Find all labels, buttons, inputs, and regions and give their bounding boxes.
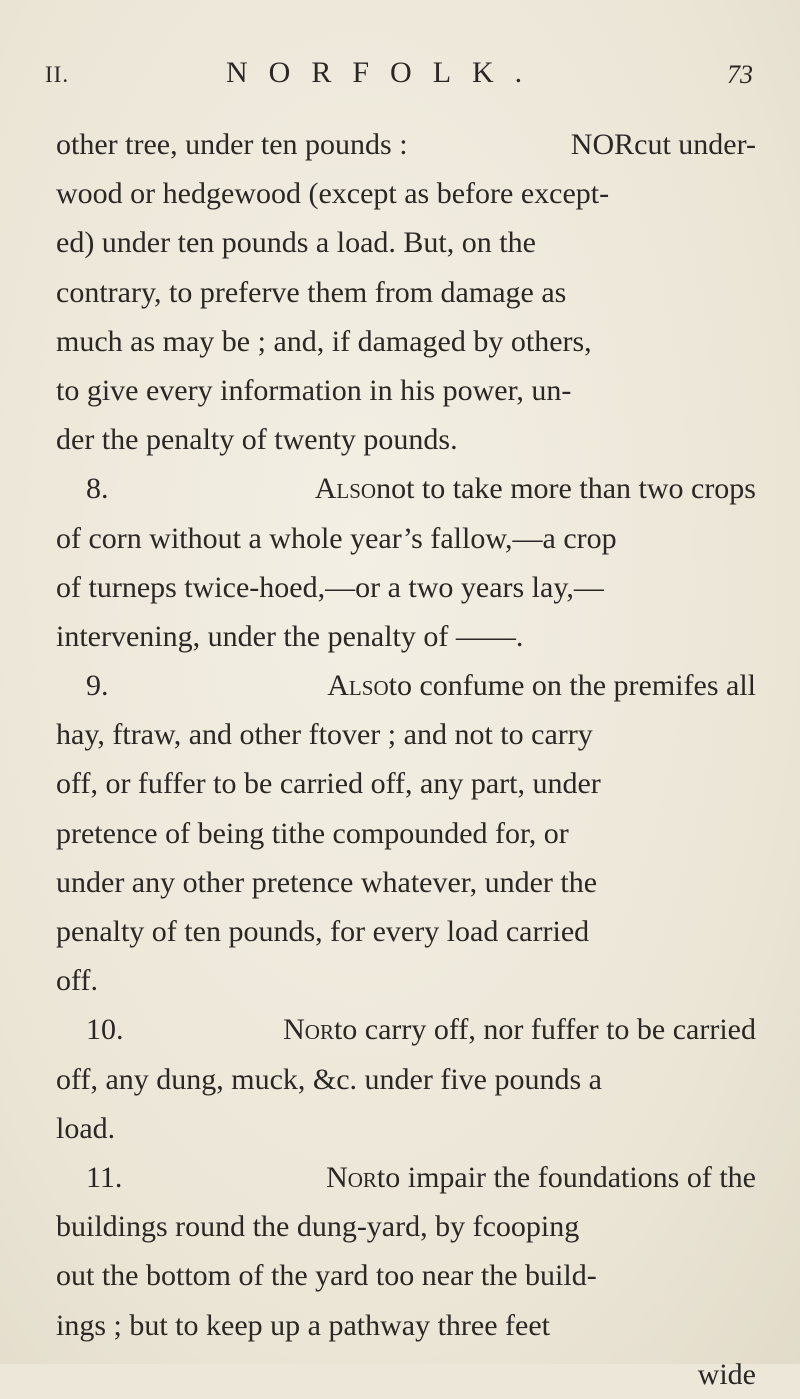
text-fragment: of corn without a whole year’s fallow,—a crop xyxy=(56,521,617,555)
small-caps-word: Also xyxy=(327,669,389,703)
text-line xyxy=(56,415,756,464)
text-fragment: to confume on the premifes all xyxy=(388,669,756,703)
text-line xyxy=(56,809,756,858)
text-fragment: intervening, under the penalty of ——. xyxy=(56,619,524,653)
text-line xyxy=(56,317,756,366)
text-fragment: buildings round the dung-yard, by fcooping xyxy=(56,1210,580,1244)
text-line xyxy=(56,612,756,661)
text-fragment: out the bottom of the yard too near the build- xyxy=(56,1259,597,1293)
text-line xyxy=(56,956,756,1005)
text-line xyxy=(56,710,756,759)
text-line xyxy=(56,366,756,415)
page-number: 73 xyxy=(727,60,753,89)
text-fragment: off, or fuffer to be carried off, any part, under xyxy=(56,767,601,801)
small-caps-word: NOR xyxy=(570,128,635,161)
text-fragment: der the penalty of twenty pounds. xyxy=(56,423,458,457)
page-header xyxy=(0,56,800,106)
text-fragment: other tree, under ten pounds : xyxy=(56,128,408,161)
text-fragment: ed) under ten pounds a load. But, on the xyxy=(56,226,536,260)
paragraph-number: 9. xyxy=(86,669,109,703)
paragraph-8-first-line xyxy=(56,464,756,513)
text-line xyxy=(56,1104,756,1153)
text-fragment: ings ; but to keep up a pathway three feet xyxy=(56,1308,551,1342)
text-fragment: to carry off, nor fuffer to be carried xyxy=(333,1013,756,1047)
catchword xyxy=(56,1350,756,1399)
paragraph-9-first-line xyxy=(56,661,756,710)
small-caps-word: Nor xyxy=(283,1013,334,1047)
text-line xyxy=(56,563,756,612)
text-line xyxy=(56,514,756,563)
text-fragment xyxy=(283,1005,756,1054)
text-line xyxy=(56,858,756,907)
catchword-text: wide xyxy=(697,1357,756,1391)
text-fragment: load. xyxy=(56,1111,116,1145)
paragraph-10-first-line xyxy=(56,1005,756,1054)
text-fragment: off, any dung, muck, &c. under five pounds a xyxy=(56,1062,602,1096)
paragraph-number: 8. xyxy=(86,472,109,506)
text-line xyxy=(56,268,756,317)
text-fragment xyxy=(315,464,756,513)
text-fragment: under any other pretence whatever, under the xyxy=(56,865,598,899)
text-fragment: cut under- xyxy=(634,128,756,161)
text-fragment: much as may be ; and, if damaged by others, xyxy=(56,324,592,358)
body-text xyxy=(56,120,756,1399)
small-caps-word: Also xyxy=(314,472,377,506)
text-fragment: penalty of ten pounds, for every load carried xyxy=(56,915,590,948)
text-line xyxy=(56,759,756,808)
text-line xyxy=(56,1202,756,1251)
text-fragment: not to take more than two crops xyxy=(376,472,756,506)
running-title: NORFOLK. xyxy=(226,56,544,89)
text-line xyxy=(56,907,756,956)
text-line xyxy=(56,120,756,169)
text-fragment: off. xyxy=(56,964,98,998)
text-fragment: to give every information in his power, un- xyxy=(56,373,572,407)
text-line xyxy=(56,1301,756,1350)
text-fragment: of turneps twice-hoed,—or a two years lay,— xyxy=(56,570,604,604)
text-fragment xyxy=(327,661,756,710)
small-caps-word: Nor xyxy=(326,1160,377,1194)
text-fragment: hay, ftraw, and other ftover ; and not to carry xyxy=(56,718,593,752)
paragraph-number: 10. xyxy=(86,1013,124,1047)
text-fragment xyxy=(571,120,756,169)
text-line xyxy=(56,218,756,267)
text-line xyxy=(56,1055,756,1104)
text-fragment: wood or hedgewood (except as before except- xyxy=(56,177,610,211)
text-fragment xyxy=(326,1153,756,1202)
paragraph-11-first-line xyxy=(56,1153,756,1202)
text-line xyxy=(56,169,756,218)
text-fragment: pretence of being tithe compounded for, or xyxy=(56,816,569,850)
text-line xyxy=(56,1251,756,1300)
text-fragment: to impair the foundations of the xyxy=(376,1160,756,1194)
text-fragment: contrary, to preferve them from damage as xyxy=(56,275,567,309)
section-number: II. xyxy=(45,62,70,87)
paragraph-number: 11. xyxy=(86,1160,123,1194)
